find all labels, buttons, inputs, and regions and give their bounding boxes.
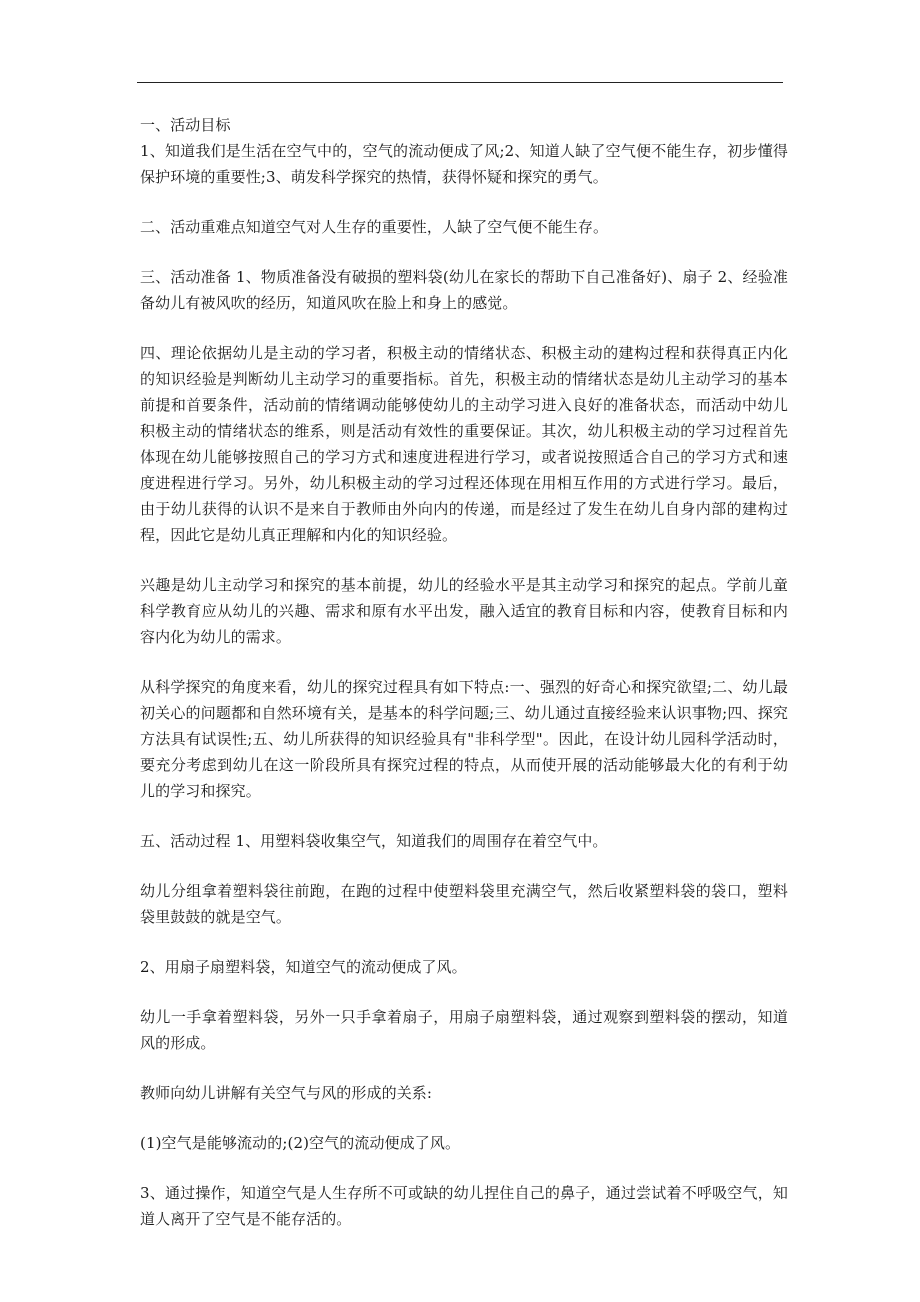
paragraph-teacher-explain: 教师向幼儿讲解有关空气与风的形成的关系: [140,1084,433,1102]
paragraph-process-step1: 五、活动过程 1、用塑料袋收集空气，知道我们的周围存在着空气中。 [140,832,608,850]
paragraph-air-wind-relation: (1)空气是能够流动的;(2)空气的流动便成了风。 [140,1134,461,1152]
paragraph-process-step2: 2、用扇子扇塑料袋，知道空气的流动便成了风。 [140,958,467,976]
document-body [140,112,788,1232]
paragraph-interest: 兴趣是幼儿主动学习和探究的基本前提，幼儿的经验水平是其主动学习和探究的起点。学前儿童科学教育应从幼儿的兴趣、需求和原有水平出发，融入适宜的教育目标和内容，使教育目标和内容内化为幼儿的需求。 [140,576,788,646]
paragraph-theory-basis: 四、理论依据幼儿是主动的学习者，积极主动的情绪状态、积极主动的建构过程和获得真正内化的知识经验是判断幼儿主动学习的重要指标。首先，积极主动的情绪状态是幼儿主动学习的基本前提和首要条件，活动前的情绪调动能够使幼儿的主动学习进入良好的准备状态，而活动中幼儿积极主动的情绪状态的维系，则是活动有效性的重要保证。其次，幼儿积极主动的学习过程首先体现在幼儿能够按照自己的学习方式和速度进程进行学习，或者说按照适合自己的学习方式和速度进程进行学习。另外，幼儿积极主动的学习过程还体现在用相互作用的方式进行学习。最后，由于幼儿获得的认识不是来自于教师由外向内的传递，而是经过了发生在幼儿自身内部的建构过程，因此它是幼儿真正理解和内化的知识经验。 [140,344,788,544]
paragraph-inquiry-features: 从科学探究的角度来看，幼儿的探究过程具有如下特点:一、强烈的好奇心和探究欲望;二、幼儿最初关心的问题都和自然环境有关，是基本的科学问题;三、幼儿通过直接经验来认识事物;四、探究方法具有试误性;五、幼儿所获得的知识经验具有"非科学型"。因此，在设计幼儿园科学活动时，要充分考虑到幼儿在这一阶段所具有探究过程的特点，从而使开展的活动能够最大化的有利于幼儿的学习和探究。 [140,678,788,800]
paragraph-step1-detail: 幼儿分组拿着塑料袋往前跑，在跑的过程中使塑料袋里充满空气，然后收紧塑料袋的袋口，塑料袋里鼓鼓的就是空气。 [140,882,788,926]
paragraph-preparation: 三、活动准备 1、物质准备没有破损的塑料袋(幼儿在家长的帮助下自己准备好)、扇子 2、经验准备幼儿有被风吹的经历，知道风吹在脸上和身上的感觉。 [140,268,788,312]
paragraph-process-step3: 3、通过操作，知道空气是人生存所不可或缺的幼儿捏住自己的鼻子，通过尝试着不呼吸空气，知道人离开了空气是不能存活的。 [140,1184,788,1228]
paragraph-goals-list: 1、知道我们是生活在空气中的，空气的流动便成了风;2、知道人缺了空气便不能生存，初步懂得保护环境的重要性;3、萌发科学探究的热情，获得怀疑和探究的勇气。 [140,142,788,186]
section-heading-goals: 一、活动目标 [140,116,231,134]
paragraph-key-points: 二、活动重难点知道空气对人生存的重要性，人缺了空气便不能生存。 [140,218,609,236]
paragraph-step2-detail: 幼儿一手拿着塑料袋，另外一只手拿着扇子，用扇子扇塑料袋，通过观察到塑料袋的摆动，知道风的形成。 [140,1008,788,1052]
header-rule [137,82,783,83]
